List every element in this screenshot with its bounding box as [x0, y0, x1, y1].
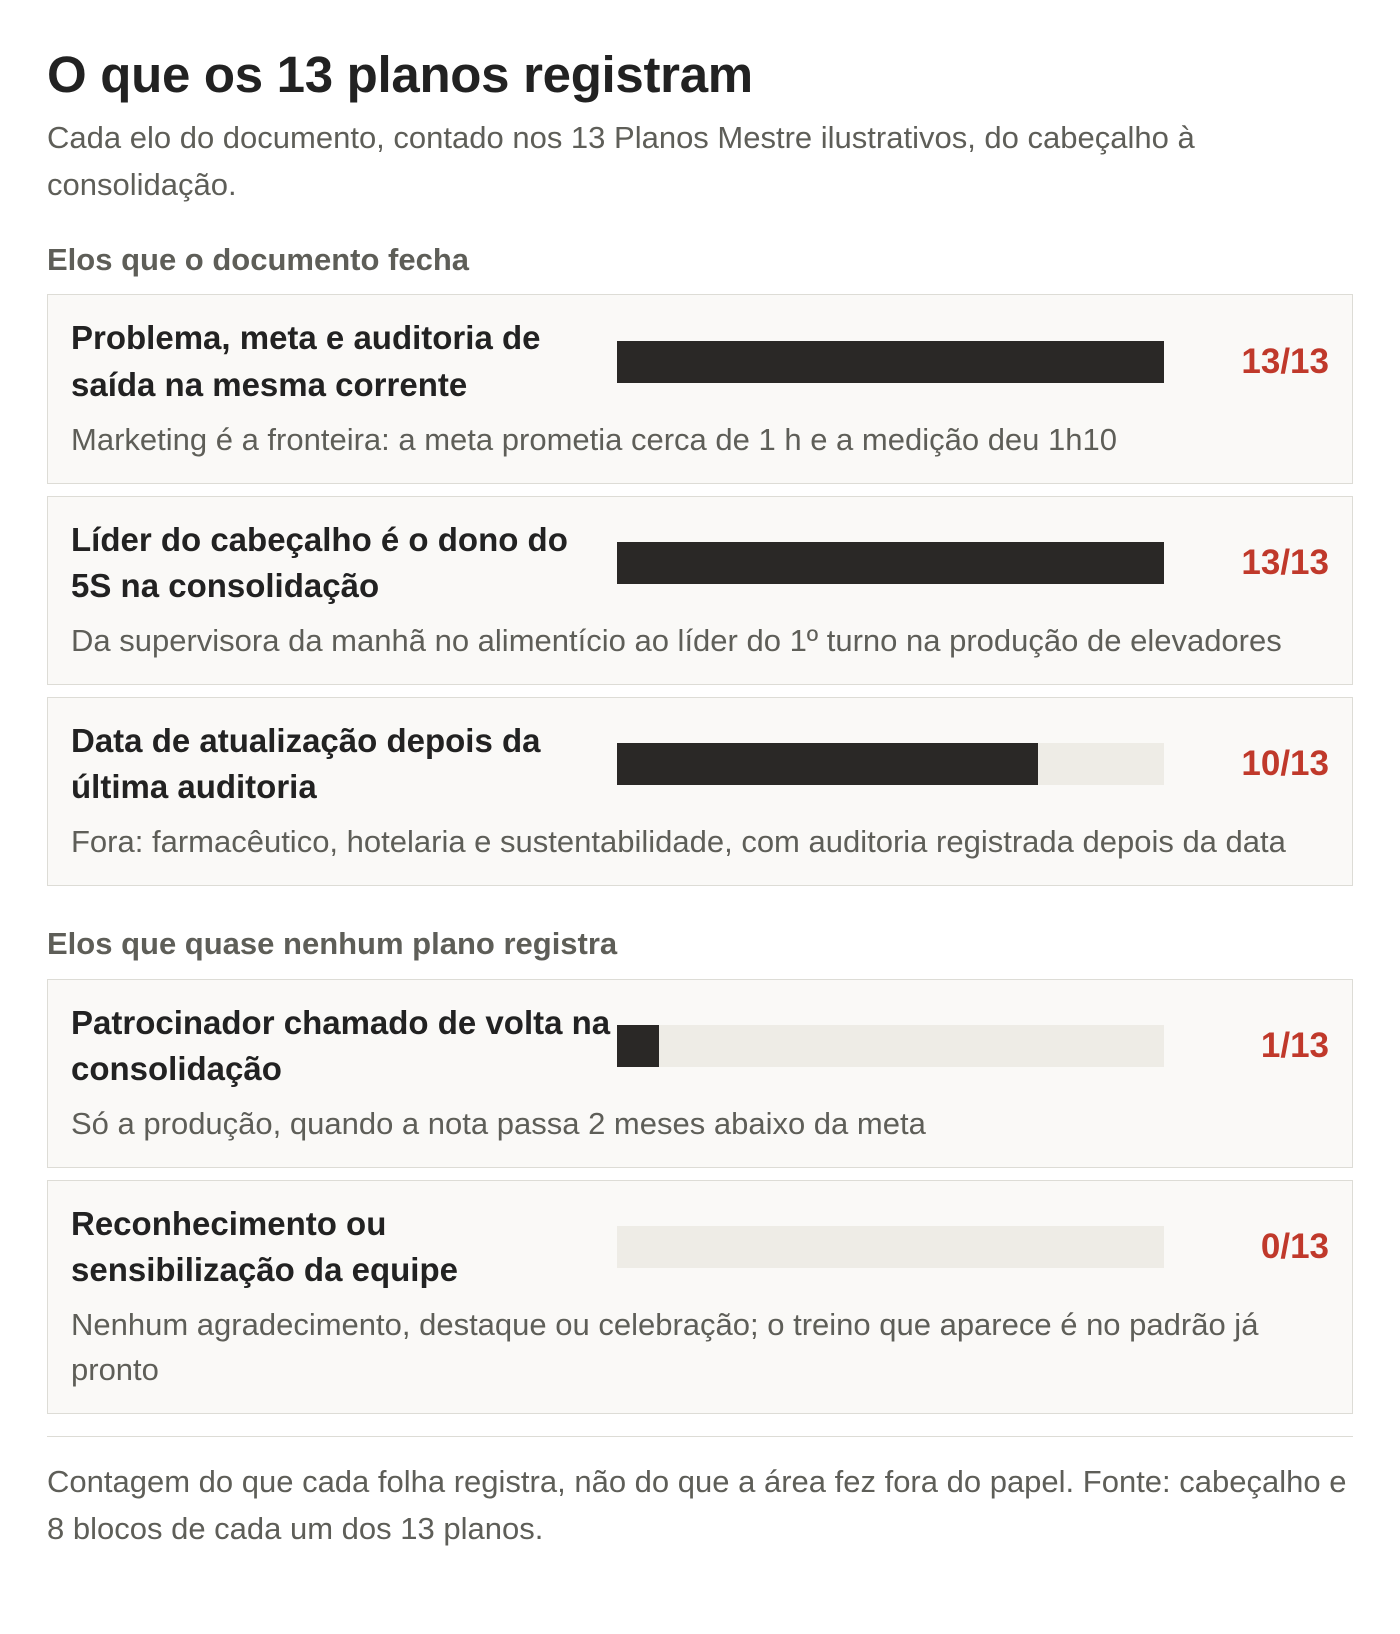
- bar-fill: [617, 1025, 659, 1067]
- section-title: Elos que quase nenhum plano registra: [47, 926, 618, 962]
- bar-track: [617, 1025, 1164, 1067]
- bar-count-label: 1/13: [1260, 1025, 1329, 1065]
- bar-count-label: 13/13: [1241, 341, 1329, 381]
- bar-note: Nenhum agradecimento, destaque ou celebração; o treino que aparece é no padrão já pronto: [71, 1307, 1259, 1388]
- bar-card: [47, 979, 1353, 1168]
- bar-card: [47, 294, 1353, 483]
- bar-track: [617, 743, 1164, 785]
- chart-groups: [47, 241, 1353, 1414]
- bar-track: [617, 542, 1164, 584]
- page-subtitle: Cada elo do documento, contado nos 13 Planos Mestre ilustrativos, do cabeçalho à consolidação.: [47, 120, 1195, 202]
- bar-count-label: 10/13: [1241, 744, 1329, 784]
- footer-divider: [47, 1436, 1353, 1437]
- bar-fill: [617, 341, 1164, 383]
- bar-row: [71, 1000, 1329, 1092]
- bar-row: [71, 315, 1329, 407]
- section-title: Elos que o documento fecha: [47, 242, 469, 278]
- bar-fill: [617, 743, 1038, 785]
- bar-label: Reconhecimento ou sensibilização da equipe: [71, 1204, 458, 1288]
- bar-row: [71, 517, 1329, 609]
- bar-card: [47, 496, 1353, 685]
- bar-fill: [617, 542, 1164, 584]
- bar-card: [47, 697, 1353, 886]
- footer-note: Contagem do que cada folha registra, não do que a área fez fora do papel. Fonte: cabeçalho e 8 blocos de cada um dos 13 planos.: [47, 1464, 1347, 1546]
- bar-label: Patrocinador chamado de volta na consolidação: [71, 1003, 611, 1087]
- bar-count-label: 13/13: [1241, 542, 1329, 582]
- bar-card: [47, 1180, 1353, 1414]
- bar-note: Só a produção, quando a nota passa 2 meses abaixo da meta: [71, 1105, 926, 1141]
- bar-label: Data de atualização depois da última auditoria: [71, 722, 541, 806]
- bar-row: [71, 1201, 1329, 1293]
- bar-note: Marketing é a fronteira: a meta prometia cerca de 1 h e a medição deu 1h10: [71, 421, 1117, 457]
- bar-track: [617, 1226, 1164, 1268]
- bar-row: [71, 718, 1329, 810]
- bar-label: Líder do cabeçalho é o dono do 5S na consolidação: [71, 520, 568, 604]
- bar-note: Da supervisora da manhã no alimentício ao líder do 1º turno na produção de elevadores: [71, 623, 1282, 659]
- bar-note: Fora: farmacêutico, hotelaria e sustentabilidade, com auditoria registrada depois da data: [71, 824, 1286, 860]
- bar-count-label: 0/13: [1260, 1227, 1329, 1266]
- bar-label: Problema, meta e auditoria de saída na mesma corrente: [71, 319, 541, 403]
- page-title: O que os 13 planos registram: [47, 46, 753, 103]
- bar-track: [617, 341, 1164, 383]
